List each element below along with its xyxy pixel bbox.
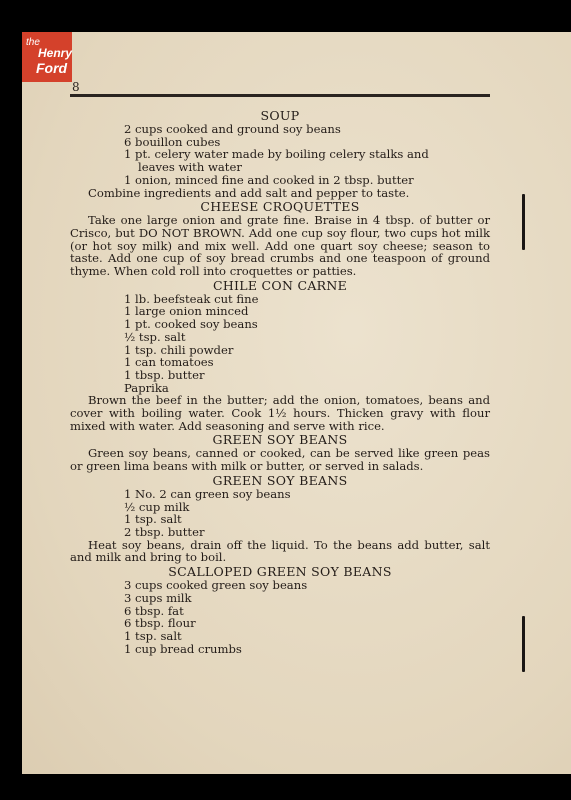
ingredient-list-green-soy-beans-2: [70, 488, 490, 539]
ingredient-line: ½ cup milk: [124, 499, 190, 514]
page-number: 8: [72, 80, 80, 94]
ingredient-list-chile-con-carne: [70, 293, 490, 395]
directions-green-soy-beans: Green soy beans, canned or cooked, can be served like green peas or green lima beans with milk or butter, or served in salads.: [70, 446, 490, 474]
ingredient-line: leaves with water: [138, 160, 242, 175]
ingredient-line: Paprika: [124, 380, 169, 395]
logo-text-ford: Ford: [36, 60, 68, 76]
directions-soup: Combine ingredients and add salt and pepper to taste.: [88, 185, 410, 200]
ingredient-line: 2 cups cooked and ground soy beans: [124, 122, 341, 136]
recipe-title-green-soy-beans: GREEN SOY BEANS: [212, 432, 348, 448]
document-page: [22, 32, 571, 774]
recipe-title-scalloped-green-soy-beans: SCALLOPED GREEN SOY BEANS: [168, 564, 392, 580]
recipe-title-soup: SOUP: [260, 108, 300, 123]
ingredient-line: 1 tbsp. butter: [124, 367, 205, 382]
ingredient-list-soup: [70, 123, 490, 187]
header-rule: [70, 94, 490, 97]
recipe-title-green-soy-beans-2: GREEN SOY BEANS: [212, 472, 348, 488]
logo-text-the: the: [26, 37, 40, 48]
ingredient-line: ½ tsp. salt: [124, 329, 186, 344]
ingredient-line: 1 lb. beefsteak cut fine: [124, 291, 259, 306]
directions-green-soy-beans-2: Heat soy beans, drain off the liquid. To the beans add butter, salt and milk and bring to boil.: [70, 537, 490, 565]
ingredient-list-scalloped: [70, 579, 490, 655]
henry-ford-logo: [22, 32, 72, 82]
ingredient-line: 1 No. 2 can green soy beans: [124, 486, 291, 501]
ingredient-line: 2 tbsp. butter: [124, 524, 205, 539]
ingredient-line: 6 bouillon cubes: [124, 134, 221, 149]
directions-chile-con-carne: Brown the beef in the butter; add the onion, tomatoes, beans and cover with boiling water. Cook 1½ hours. Thicken gravy with flour mixed with water. Add seasoning and serve with rice.: [70, 393, 490, 433]
ingredient-line: 1 cup bread crumbs: [124, 641, 242, 656]
ingredient-line: 1 tsp. chili powder: [124, 342, 234, 357]
recipe-content: [70, 108, 490, 655]
ingredient-line: 1 can tomatoes: [124, 355, 214, 370]
ingredient-line: 6 tbsp. fat: [124, 603, 184, 618]
ingredient-line: 1 large onion minced: [124, 304, 249, 319]
binding-staple-top: [522, 194, 525, 250]
recipe-title-chile-con-carne: CHILE CON CARNE: [212, 277, 348, 293]
ingredient-line: 1 tsp. salt: [124, 512, 182, 527]
ingredient-line: 3 cups cooked green soy beans: [124, 578, 308, 593]
ingredient-line: 1 tsp. salt: [124, 628, 182, 643]
ingredient-line: 1 pt. cooked soy beans: [124, 317, 258, 332]
binding-staple-bottom: [522, 616, 525, 672]
ingredient-line: 3 cups milk: [124, 590, 192, 605]
ingredient-line: 6 tbsp. flour: [124, 616, 196, 631]
directions-cheese-croquettes: Take one large onion and grate fine. Braise in 4 tbsp. of butter or Crisco, but DO NOT BROWN. Add one cup soy flour, two cups hot milk (or hot soy milk) and mix well. Add one quart soy cheese; season to taste. Add one cup of soy bread crumbs and one teaspoon of ground thyme. When cold roll into croquettes or patties.: [70, 213, 490, 279]
ingredient-line: 1 onion, minced fine and cooked in 2 tbsp. butter: [124, 172, 414, 187]
logo-text-henry: Henry: [38, 46, 73, 60]
ingredient-line: 1 pt. celery water made by boiling celery stalks and: [124, 147, 429, 162]
recipe-title-cheese-croquettes: CHEESE CROQUETTES: [200, 199, 360, 215]
